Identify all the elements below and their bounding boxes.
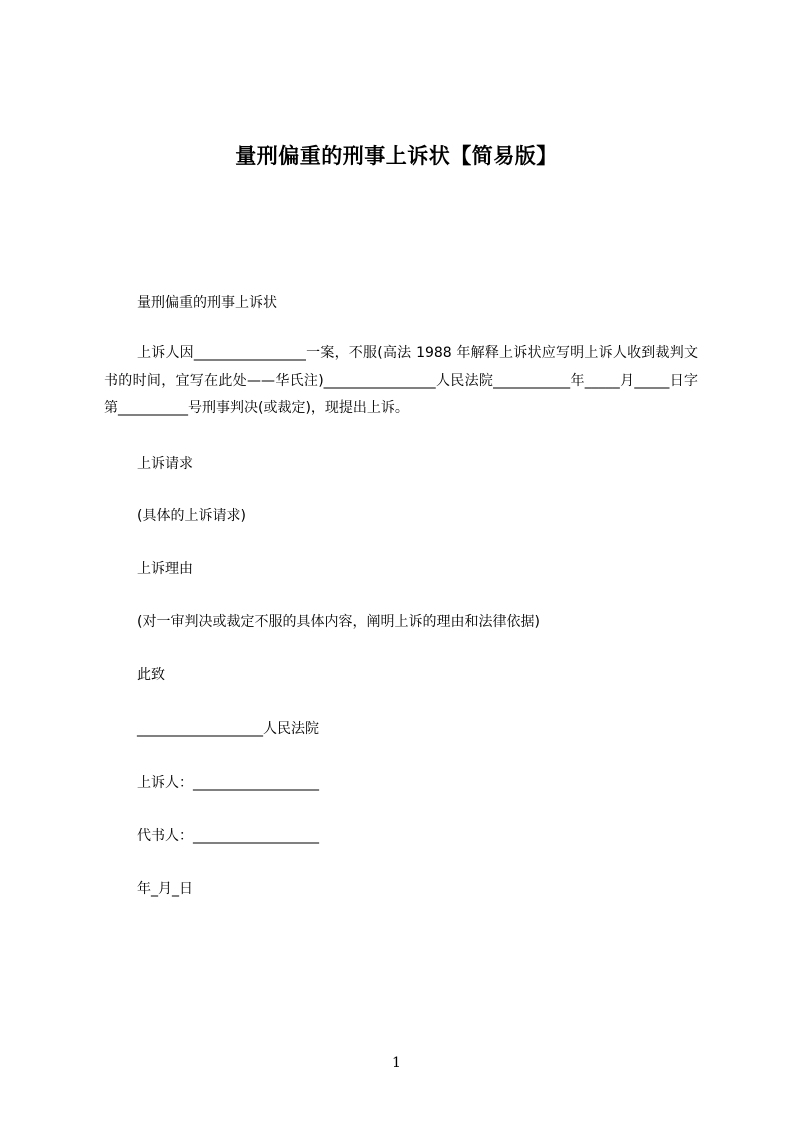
court-line: __________________人民法院 xyxy=(137,721,319,737)
page-number: 1 xyxy=(392,1055,401,1071)
appeal-request-heading: 上诉请求 xyxy=(137,456,193,472)
body-paragraph: 上诉人因________________一案，不服(高法 1988 年解释上诉状应写明上诉人收到裁判文书的时间，宜写在此处——华氏注)________________人民法院___________年_____月_____日字第__________号刑事判决(或裁定)，现提出上诉。 xyxy=(104,345,698,416)
document-subtitle: 量刑偏重的刑事上诉状 xyxy=(137,295,277,311)
document-title: 量刑偏重的刑事上诉状【简易版】 xyxy=(235,144,558,168)
appeal-reason-placeholder: (对一审判决或裁定不服的具体内容，阐明上诉的理由和法律依据) xyxy=(137,614,540,630)
salutation: 此致 xyxy=(137,667,165,683)
drafter-signature-line: 代书人：__________________ xyxy=(137,828,319,844)
appeal-reason-heading: 上诉理由 xyxy=(137,561,193,577)
date-line: 年_月_日 xyxy=(137,881,193,897)
appellant-signature-line: 上诉人：__________________ xyxy=(137,775,319,791)
appeal-request-placeholder: (具体的上诉请求) xyxy=(137,508,246,524)
